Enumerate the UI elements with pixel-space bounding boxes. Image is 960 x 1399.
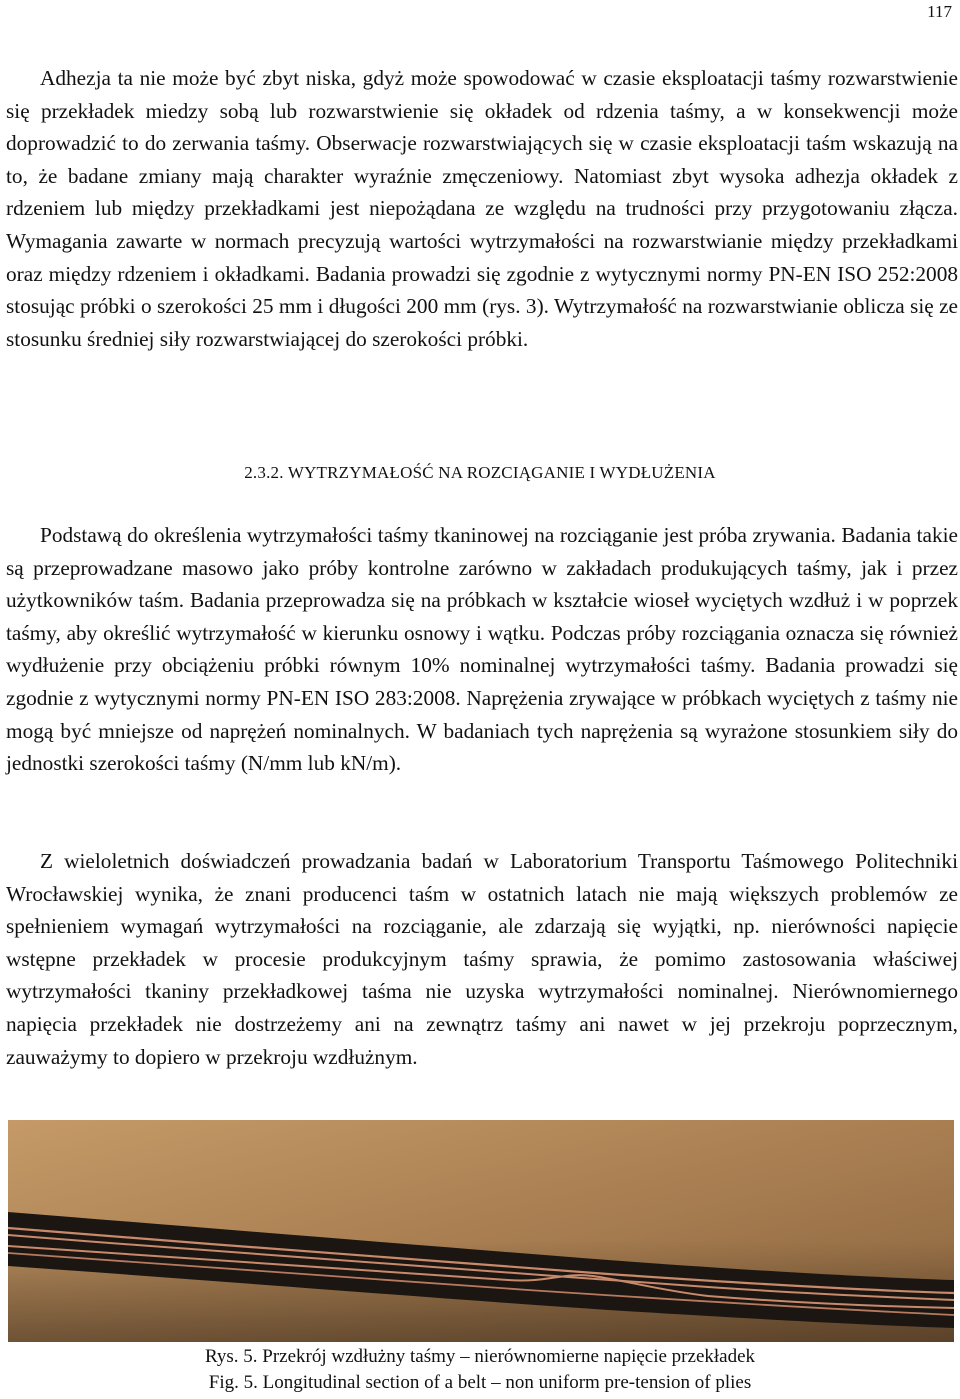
section-heading: 2.3.2. WYTRZYMAŁOŚĆ NA ROZCIĄGANIE I WYDŁUŻENIA xyxy=(244,463,716,482)
paragraph-text: Z wieloletnich doświadczeń prowadzania badań w Laboratorium Transportu Taśmowego Politechniki Wrocławskiej wynika, że znani producenci taśm w ostatnich latach nie mają większych problemów ze spełnieniem wymagań wytrzymałości na rozciąganie, ale zdarzają się wyjątki, np. nierówności napięcie wstępne przekładek w procesie produkcyjnym taśmy sprawia, że pomimo zastosowania właściwej wytrzymałości tkaniny przekładkowej taśma nie uzyska wytrzymałości nominalnej. Nierównomiernego napięcia przekładek nie dostrzeżemy ani na zewnątrz taśmy ani nawet w jej przekroju poprzecznym, zauważymy to dopiero w przekroju wzdłużnym. xyxy=(6,849,958,1069)
belt-section-image xyxy=(8,1120,954,1342)
paragraph-tensile-test xyxy=(6,519,958,780)
figure-caption-pl: Rys. 5. Przekrój wzdłużny taśmy – nierównomierne napięcie przekładek xyxy=(204,1346,756,1367)
paragraph-text: Adhezja ta nie może być zbyt niska, gdyż może spowodować w czasie eksploatacji taśmy rozwarstwienie się przekładek miedzy sobą lub rozwarstwienie się okładek od rdzenia taśmy, a w konsekwencji może doprowadzić to do zerwania taśmy. Obserwacje rozwarstwiających się w czasie eksploatacji taśm wskazują na to, że badane zmiany mają charakter wyraźnie zmęczeniowy. Natomiast zbyt wysoka adhezja okładek z rdzeniem lub między przekładkami jest niepożądana ze względu na trudności przy przygotowaniu złącza. Wymagania zawarte w normach precyzują wartości wytrzymałości na rozwarstwianie między przekładkami oraz między rdzeniem i okładkami. Badania prowadzi się zgodnie z wytycznymi normy PN-EN ISO 252:2008 stosując próbki o szerokości 25 mm i długości 200 mm (rys. 3). Wytrzymałość na rozwarstwianie oblicza się ze stosunku średniej siły rozwarstwiającej do szerokości próbki. xyxy=(6,66,958,351)
page-number: 117 xyxy=(927,2,952,21)
paragraph-adhesion xyxy=(6,62,958,355)
figure-caption-en: Fig. 5. Longitudinal section of a belt – non uniform pre-tension of plies xyxy=(208,1372,752,1393)
figure-belt-photo xyxy=(8,1120,954,1342)
paragraph-laboratory-experience xyxy=(6,845,958,1073)
paragraph-text: Podstawą do określenia wytrzymałości taśmy tkaninowej na rozciąganie jest próba zrywania. Badania takie są przeprowadzane masowo jako próby kontrolne zarówno w zakładach produkujących taśmy, jak i przez użytkowników taśm. Badania przeprowadza się na próbkach w kształcie wioseł wyciętych wzdłuż i w poprzek taśmy, aby określić wytrzymałość w kierunku osnowy i wątku. Podczas próby rozciągania oznacza się również wydłużenie przy obciążeniu próbki równym 10% nominalnej wytrzymałości taśmy. Badania prowadzi się zgodnie z wytycznymi normy PN-EN ISO 283:2008. Naprężenia zrywające w próbkach wyciętych z taśmy nie mogą być mniejsze od naprężeń nominalnych. W badaniach tych naprężenia są wyrażone stosunkiem siły do jednostki szerokości taśmy (N/mm lub kN/m). xyxy=(6,523,958,776)
